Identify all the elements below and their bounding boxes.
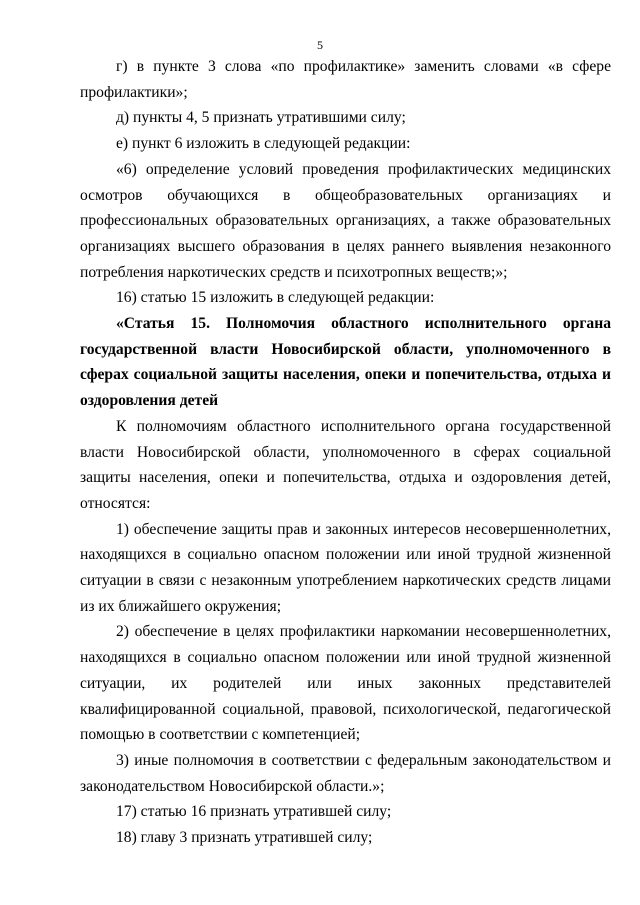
paragraph-article-15-item-2: 2) обеспечение в целях профилактики наркомании несовершеннолетних, находящихся в социально опасном положении или иной трудной жизненной ситуации, их родителей или иных законных представителей квалифицированной социальной, правовой, психологической, педагогической помощью в соответствии с компетенцией; bbox=[80, 623, 611, 744]
paragraph-restate-article-15: 16) статью 15 изложить в следующей редакции: bbox=[116, 289, 435, 307]
page-number: 5 bbox=[317, 38, 323, 52]
paragraph-repeal-chapter-3: 18) главу 3 признать утратившей силу; bbox=[116, 829, 373, 847]
paragraph-article-15-intro: К полномочиям областного исполнительного органа государственной власти Новосибирской области, уполномоченного в сферах социальной защиты населения, опеки и попечительства, отдыха и оздоровления детей, относятся: bbox=[80, 417, 611, 512]
paragraph-point-6-text: «6) определение условий проведения профилактических медицинских осмотров обучающихся в общеобразовательных организациях и профессиональных образовательных организациях, а также образовательных организациях высшего образования в целях раннего выявления незаконного потребления наркотических средств и психотропных веществ;»; bbox=[80, 160, 611, 281]
paragraph-article-15-item-1: 1) обеспечение защиты прав и законных интересов несовершеннолетних, находящихся в социально опасном положении или иной трудной жизненной ситуации в связи с незаконным употреблением наркотических средств лицами из их ближайшего окружения; bbox=[80, 520, 611, 615]
paragraph-amend-point-3: г) в пункте 3 слова «по профилактике» заменить словами «в сфере профилактики»; bbox=[80, 58, 611, 101]
paragraph-repeal-article-16: 17) статью 16 признать утратившей силу; bbox=[116, 803, 392, 821]
document-body bbox=[80, 54, 611, 851]
paragraph-article-15-item-3: 3) иные полномочия в соответствии с федеральным законодательством и законодательством Новосибирской области.»; bbox=[80, 751, 611, 795]
article-15-heading: «Статья 15. Полномочия областного исполнительного органа государственной власти Новосибирской области, уполномоченного в сферах социальной защиты населения, опеки и попечительства, отдыха и оздоровления детей bbox=[80, 315, 611, 410]
paragraph-restate-point-6: е) пункт 6 изложить в следующей редакции: bbox=[116, 135, 411, 153]
paragraph-repeal-points-4-5: д) пункты 4, 5 признать утратившими силу; bbox=[116, 109, 406, 127]
